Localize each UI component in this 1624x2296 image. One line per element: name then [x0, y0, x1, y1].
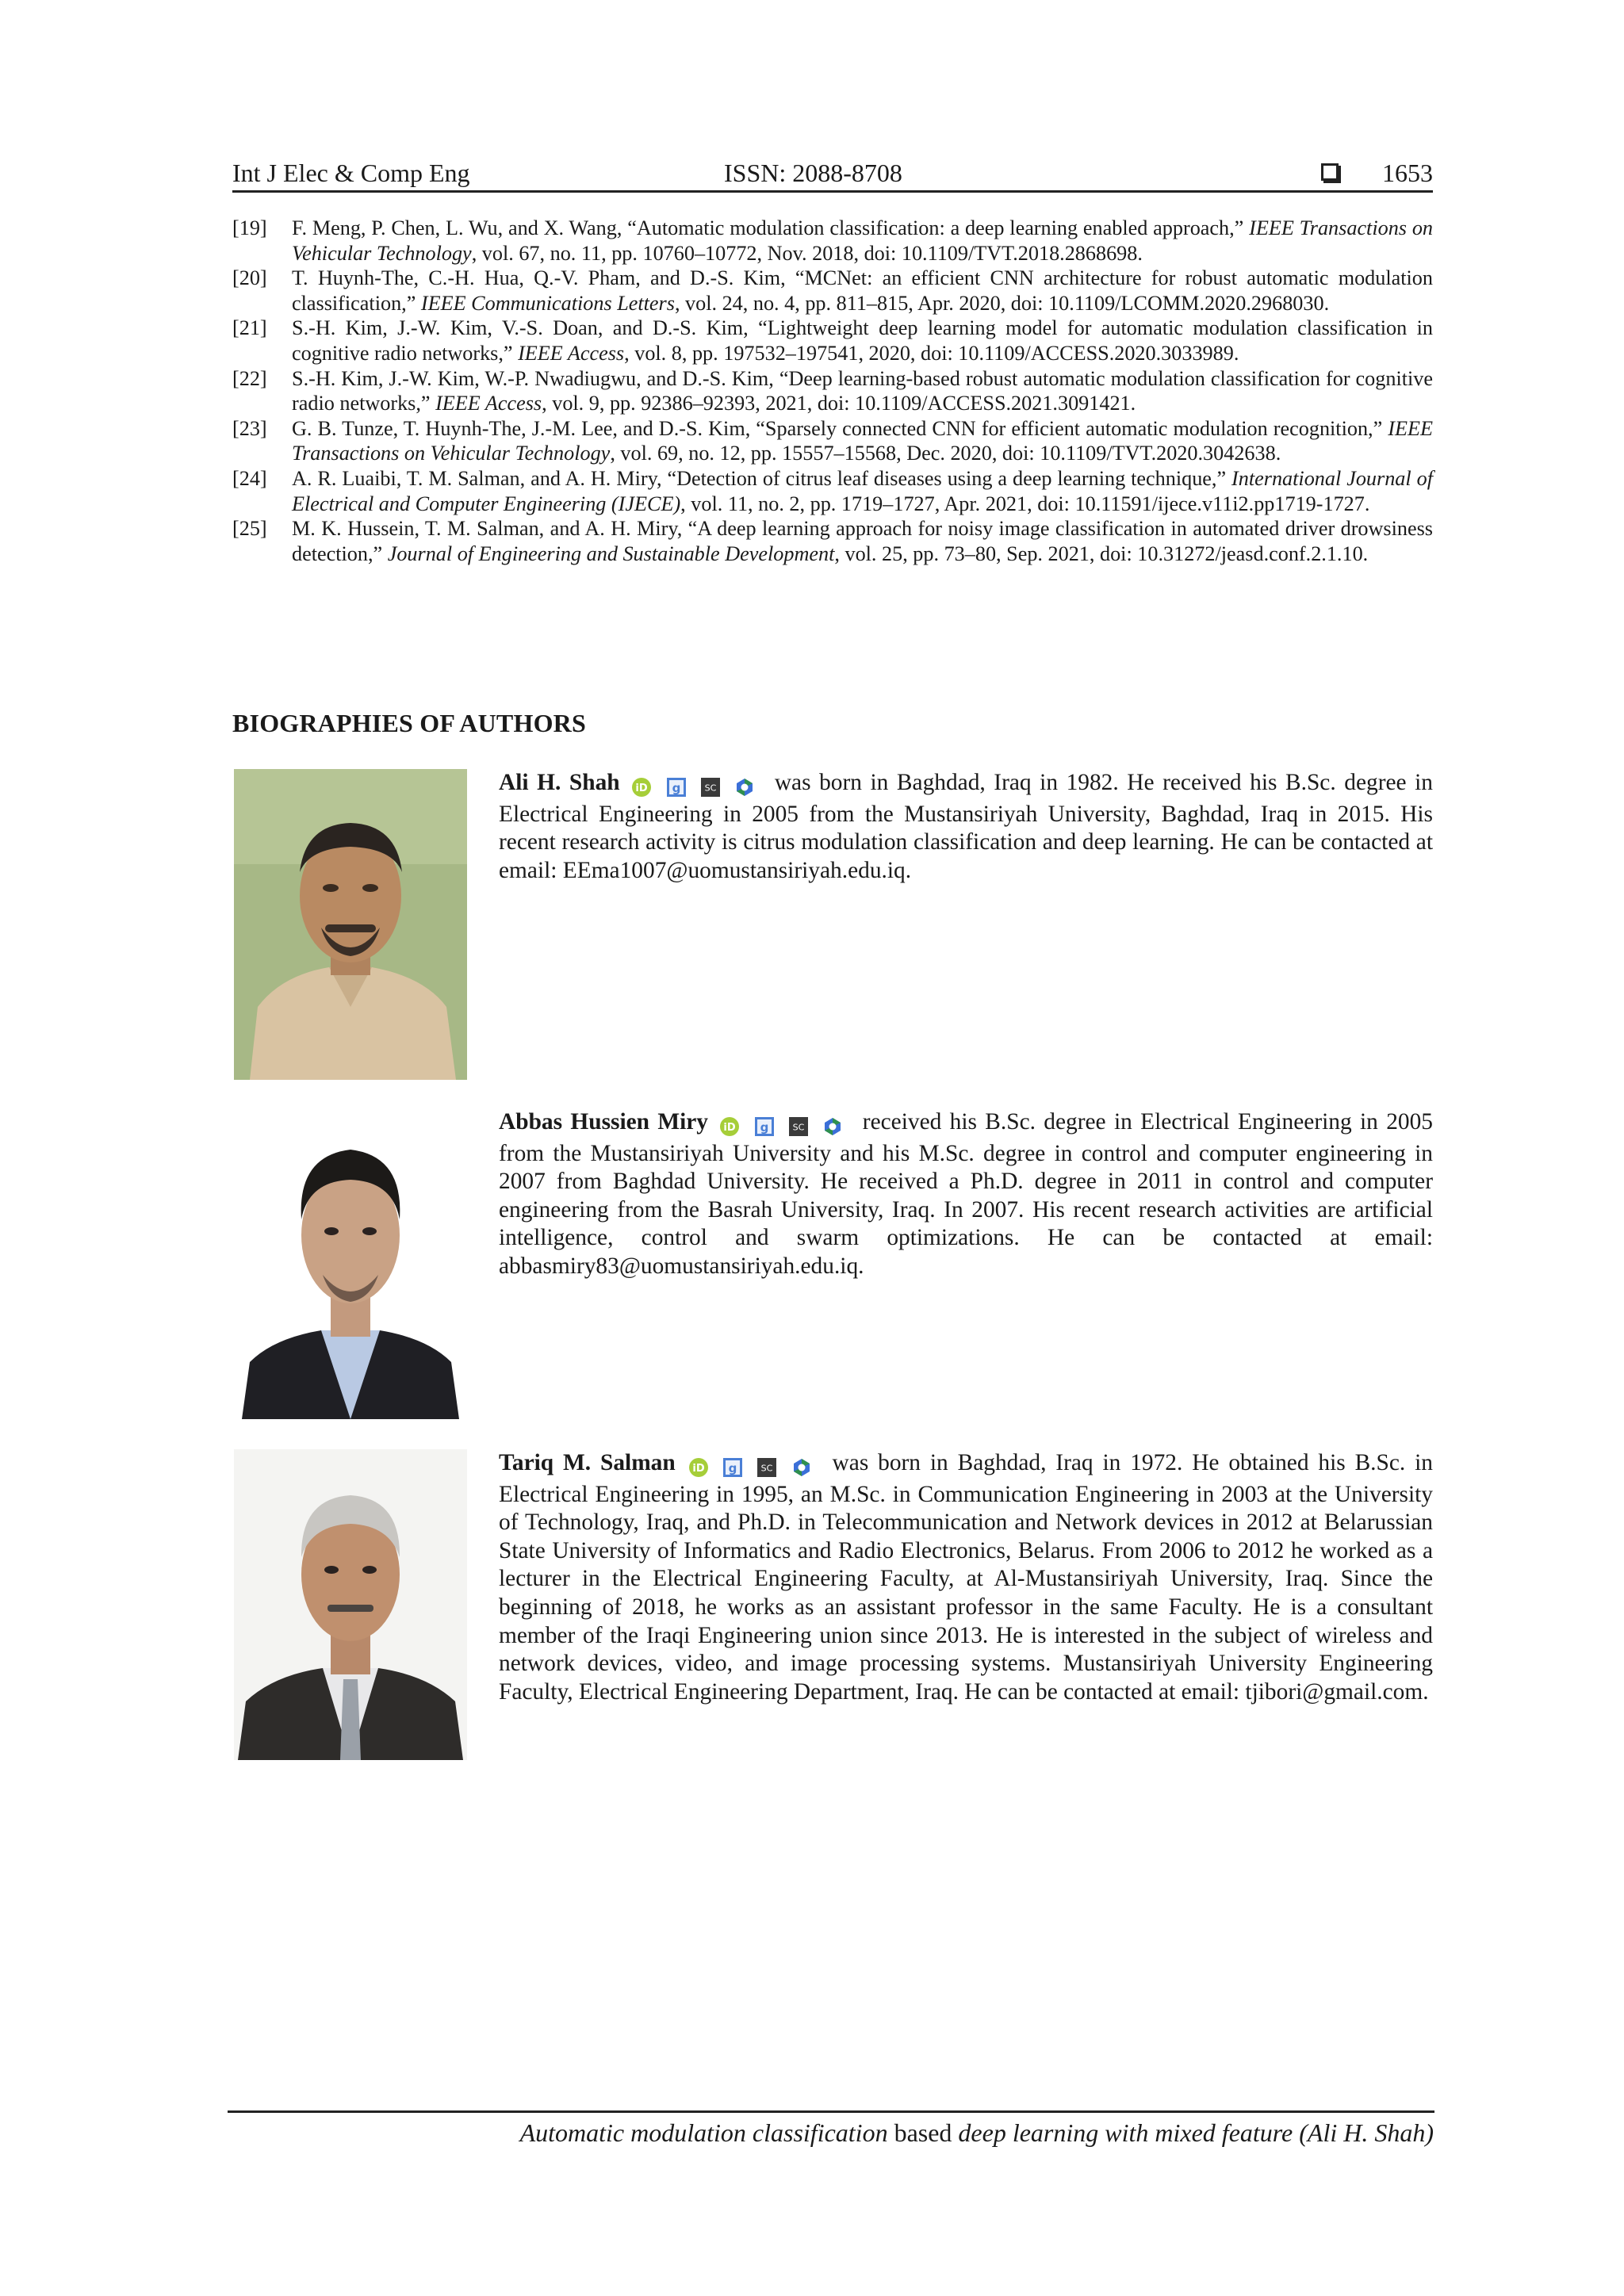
reference-list	[232, 216, 1433, 566]
svg-text:iD: iD	[635, 783, 648, 795]
reference-item	[232, 416, 1433, 466]
reference-item	[232, 366, 1433, 416]
reference-authors-title: F. Meng, P. Chen, L. Wu, and X. Wang, “Automatic modulation classification: a deep learning enabled approach,”	[292, 216, 1250, 239]
reference-details: , vol. 69, no. 12, pp. 15557–15568, Dec. 2020, doi: 10.1109/TVT.2020.3042638.	[610, 442, 1281, 465]
publons-icon[interactable]	[734, 777, 755, 798]
author-photo	[234, 769, 467, 1080]
reference-venue: IEEE Transactions on Vehicular Technology	[292, 216, 1434, 265]
scopus-icon[interactable]	[788, 1116, 809, 1137]
page-box-icon	[1321, 163, 1339, 181]
footer-title-part: Automatic modulation classification	[519, 2118, 888, 2147]
reference-details: , vol. 25, pp. 73–80, Sep. 2021, doi: 10.31272/jeasd.conf.2.1.10.	[834, 541, 1369, 565]
author-name: Abbas Hussien Miry	[499, 1109, 709, 1135]
journal-name: Int J Elec & Comp Eng	[232, 159, 470, 187]
reference-text	[292, 466, 1433, 516]
reference-number: [24]	[232, 466, 267, 490]
reference-text	[292, 416, 1433, 466]
svg-text:iD: iD	[691, 1463, 705, 1475]
reference-authors-title: A. R. Luaibi, T. M. Salman, and A. H. Miry, “Detection of citrus leaf diseases using a deep learning technique,”	[292, 466, 1232, 490]
reference-number: [23]	[232, 416, 267, 440]
profile-icons	[719, 1112, 851, 1140]
author-bio-text	[499, 1449, 1433, 1706]
reference-authors-title: T. Huynh-The, C.-H. Hua, Q.-V. Pham, and D.-S. Kim, “MCNet: an efficient CNN architecture for robust automatic modulation classification,”	[292, 266, 1433, 315]
author-bio-text	[499, 1108, 1433, 1281]
reference-item	[232, 466, 1433, 516]
running-header	[232, 155, 1433, 193]
reference-details: , vol. 24, no. 4, pp. 811–815, Apr. 2020, doi: 10.1109/LCOMM.2020.2968030.	[674, 291, 1330, 315]
footer-title-part: deep learning with mixed feature (Ali H. Shah)	[958, 2118, 1434, 2147]
reference-venue: IEEE Access	[518, 341, 625, 365]
section-title: BIOGRAPHIES OF AUTHORS	[232, 709, 586, 737]
reference-authors-title: M. K. Hussein, T. M. Salman, and A. H. Miry, “A deep learning approach for noisy image classification in automated driver drowsiness detection,”	[292, 517, 1433, 565]
reference-number: [21]	[232, 316, 267, 340]
orcid-icon[interactable]	[719, 1116, 740, 1137]
scopus-icon[interactable]	[700, 777, 721, 798]
author-bio-text	[499, 769, 1433, 885]
svg-text:SC: SC	[792, 1122, 805, 1133]
reference-venue: Journal of Engineering and Sustainable Development	[387, 541, 835, 565]
svg-text:SC: SC	[704, 783, 717, 794]
reference-details: , vol. 8, pp. 197532–197541, 2020, doi: 10.1109/ACCESS.2020.3033989.	[624, 341, 1239, 365]
reference-number: [22]	[232, 366, 267, 390]
svg-text:SC: SC	[760, 1463, 773, 1474]
reference-item	[232, 316, 1433, 365]
reference-authors-title: S.-H. Kim, J.-W. Kim, W.-P. Nwadiugwu, and D.-S. Kim, “Deep learning-based robust automatic modulation classification for cognitive radio networks,”	[292, 366, 1433, 415]
footer-title-part: based	[887, 2118, 959, 2147]
reference-authors-title: G. B. Tunze, T. Huynh-The, J.-M. Lee, and D.-S. Kim, “Sparsely connected CNN for efficient automatic modulation recognition,”	[292, 416, 1388, 440]
reference-text	[292, 366, 1433, 416]
page-number: 1653	[1382, 159, 1433, 187]
google-scholar-icon[interactable]	[666, 777, 687, 798]
reference-venue: IEEE Access	[435, 392, 542, 415]
reference-authors-title: S.-H. Kim, J.-W. Kim, V.-S. Doan, and D.-S. Kim, “Lightweight deep learning model for automatic modulation classification in cognitive radio networks,”	[292, 316, 1433, 365]
reference-text	[292, 266, 1433, 316]
author-bio-body: was born in Baghdad, Iraq in 1982. He received his B.Sc. degree in Electrical Engineering in 2005 from the Mustansiriyah University, Baghdad, Iraq in 2015. His recent research activity is citrus modulation classification and deep learning. He can be contacted at email: EEma1007@uomustansiriyah.edu.iq.	[499, 770, 1433, 883]
author-bio-body: received his B.Sc. degree in Electrical Engineering in 2005 from the Mustansiriyah University and his M.Sc. degree in control and computer engineering in 2007 from Baghdad University. He received a Ph.D. degree in 2011 in control and computer engineering from the Basrah University, Iraq. In 2007. His recent research activities are artificial intelligence, control and swarm optimizations. He can be contacted at email: abbasmiry83@uomustansiriyah.edu.iq.	[499, 1109, 1433, 1279]
reference-details: , vol. 11, no. 2, pp. 1719–1727, Apr. 2021, doi: 10.11591/ijece.v11i2.pp1719-1727.	[680, 492, 1370, 515]
orcid-icon[interactable]	[631, 777, 652, 798]
running-footer	[520, 2115, 1434, 2150]
author-name: Ali H. Shah	[499, 770, 620, 795]
reference-text	[292, 316, 1433, 365]
reference-venue: IEEE Transactions on Vehicular Technology	[292, 416, 1433, 465]
svg-text:g: g	[760, 1120, 769, 1135]
reference-number: [25]	[232, 517, 267, 541]
svg-text:g: g	[672, 781, 680, 796]
reference-venue: IEEE Communications Letters	[420, 291, 675, 315]
svg-text:g: g	[728, 1461, 737, 1476]
reference-item	[232, 266, 1433, 316]
orcid-icon[interactable]	[688, 1457, 709, 1478]
reference-details: , vol. 67, no. 11, pp. 10760–10772, Nov. 2018, doi: 10.1109/TVT.2018.2868698.	[471, 241, 1143, 265]
profile-icons	[688, 1452, 820, 1481]
author-photo	[234, 1449, 467, 1760]
reference-number: [19]	[232, 216, 267, 239]
google-scholar-icon[interactable]	[722, 1457, 743, 1478]
scopus-icon[interactable]	[756, 1457, 777, 1478]
author-name: Tariq M. Salman	[499, 1450, 676, 1475]
author-bio-body: was born in Baghdad, Iraq in 1972. He obtained his B.Sc. in Electrical Engineering in 1995, an M.Sc. in Communication Engineering in 2003 at the University of Technology, Iraq, and Ph.D. in Telecommunication and Network devices in 2012 at Belarussian State University of Informatics and Radio Electronics, Belarus. From 2006 to 2012 he worked as a lecturer in the Electrical Engineering Faculty, at Al-Mustansiriyah University, Iraq. Since the beginning of 2018, he works as an assistant professor in the same Faculty. He is a consultant member of the Iraqi Engineering union since 2013. He is interested in the subject of wireless and network devices, video, and image processing systems. Mustansiriyah University Engineering Faculty, Electrical Engineering Department, Iraq. He can be contacted at email: tjibori@gmail.com.	[499, 1450, 1433, 1705]
publons-icon[interactable]	[791, 1457, 812, 1478]
reference-details: , vol. 9, pp. 92386–92393, 2021, doi: 10.1109/ACCESS.2021.3091421.	[542, 392, 1136, 415]
reference-item	[232, 516, 1433, 566]
publons-icon[interactable]	[822, 1116, 843, 1137]
google-scholar-icon[interactable]	[754, 1116, 775, 1137]
footer-rule	[228, 2110, 1434, 2113]
author-photo	[234, 1108, 467, 1419]
reference-venue: International Journal of Electrical and Computer Engineering (IJECE)	[292, 466, 1433, 515]
svg-text:iD: iD	[723, 1122, 736, 1135]
reference-text	[292, 516, 1433, 566]
issn: ISSN: 2088-8708	[724, 159, 902, 187]
reference-number: [20]	[232, 266, 267, 290]
profile-icons	[631, 772, 763, 801]
reference-item	[232, 216, 1433, 266]
reference-text	[292, 216, 1433, 266]
